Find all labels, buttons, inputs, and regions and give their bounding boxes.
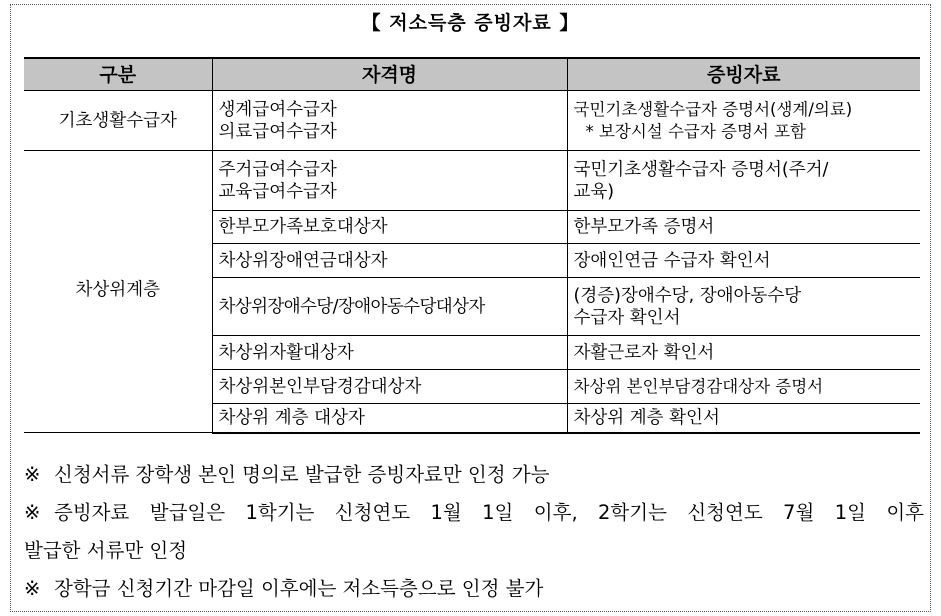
table-row: [24, 151, 920, 211]
note-item: [24, 570, 924, 608]
note-item: [24, 456, 924, 494]
qualification-text: 생계급여수급자: [218, 99, 337, 120]
table-row: [24, 91, 920, 151]
note-text: 증빙자료 발급일은 1학기는 신청연도 1월 1일 이후, 2학기는 신청연도 7월 1일 이후: [54, 501, 924, 524]
page-title: 【 저소득층 증빙자료 】: [361, 12, 580, 34]
evidence-cell: 한부모가족 증명서: [567, 211, 920, 244]
qualification-text: 의료급여수급자: [218, 121, 337, 142]
qualification-text: 차상위장애수당/장애아동수당대상자: [218, 296, 485, 317]
reference-mark-icon: ※: [24, 577, 41, 600]
reference-mark-icon: ※: [24, 463, 41, 486]
evidence-cell: 차상위 계층 확인서: [567, 404, 920, 433]
qualification-cell: [212, 278, 567, 336]
qualification-cell: 차상위자활대상자: [212, 336, 567, 370]
qualification-cell: 차상위 계층 대상자: [212, 404, 567, 433]
qualification-cell: [212, 151, 567, 211]
qualification-cell: 한부모가족보호대상자: [212, 211, 567, 244]
note-text: 장학금 신청기간 마감일 이후에는 저소득층으로 인정 불가: [54, 577, 544, 600]
reference-mark-icon: ※: [24, 501, 41, 524]
note-text: 신청서류 장학생 본인 명의로 발급한 증빙자료만 인정 가능: [54, 463, 550, 486]
header-category: 구분: [24, 58, 212, 91]
qualification-text: 주거급여수급자: [218, 159, 337, 180]
evidence-text: 교육): [573, 181, 615, 202]
evidence-cell: 자활근로자 확인서: [567, 336, 920, 370]
low-income-docs-table: [24, 57, 920, 434]
table-header-row: [24, 58, 920, 91]
evidence-cell: 차상위 본인부담경감대상자 증명서: [567, 370, 920, 404]
note-item: [24, 494, 924, 532]
header-evidence: 증빙자료: [567, 58, 920, 91]
evidence-text: 수급자 확인서: [573, 307, 681, 328]
evidence-text: 국민기초생활수급자 증명서(주거/: [573, 159, 829, 180]
qualification-cell: 차상위장애연금대상자: [212, 244, 567, 278]
evidence-cell: [567, 151, 920, 211]
note-continuation: 발급한 서류만 인정: [24, 539, 188, 562]
evidence-text: 국민기초생활수급자 증명서(생계/의료): [573, 99, 853, 119]
group-basic-livelihood: 기초생활수급자: [24, 91, 212, 151]
group-near-poor: 차상위계층: [24, 151, 212, 433]
evidence-cell: [567, 278, 920, 336]
evidence-cell: 장애인연금 수급자 확인서: [567, 244, 920, 278]
qualification-cell: 차상위본인부담경감대상자: [212, 370, 567, 404]
notes-section: [24, 456, 924, 608]
evidence-note: * 보장시설 수급자 증명서 포함: [585, 121, 806, 141]
qualification-text: 교육급여수급자: [218, 181, 337, 202]
evidence-cell: [567, 91, 920, 151]
qualification-cell: [212, 91, 567, 151]
header-qualification: 자격명: [212, 58, 567, 91]
evidence-text: (경증)장애수당, 장애아동수당: [573, 285, 802, 306]
